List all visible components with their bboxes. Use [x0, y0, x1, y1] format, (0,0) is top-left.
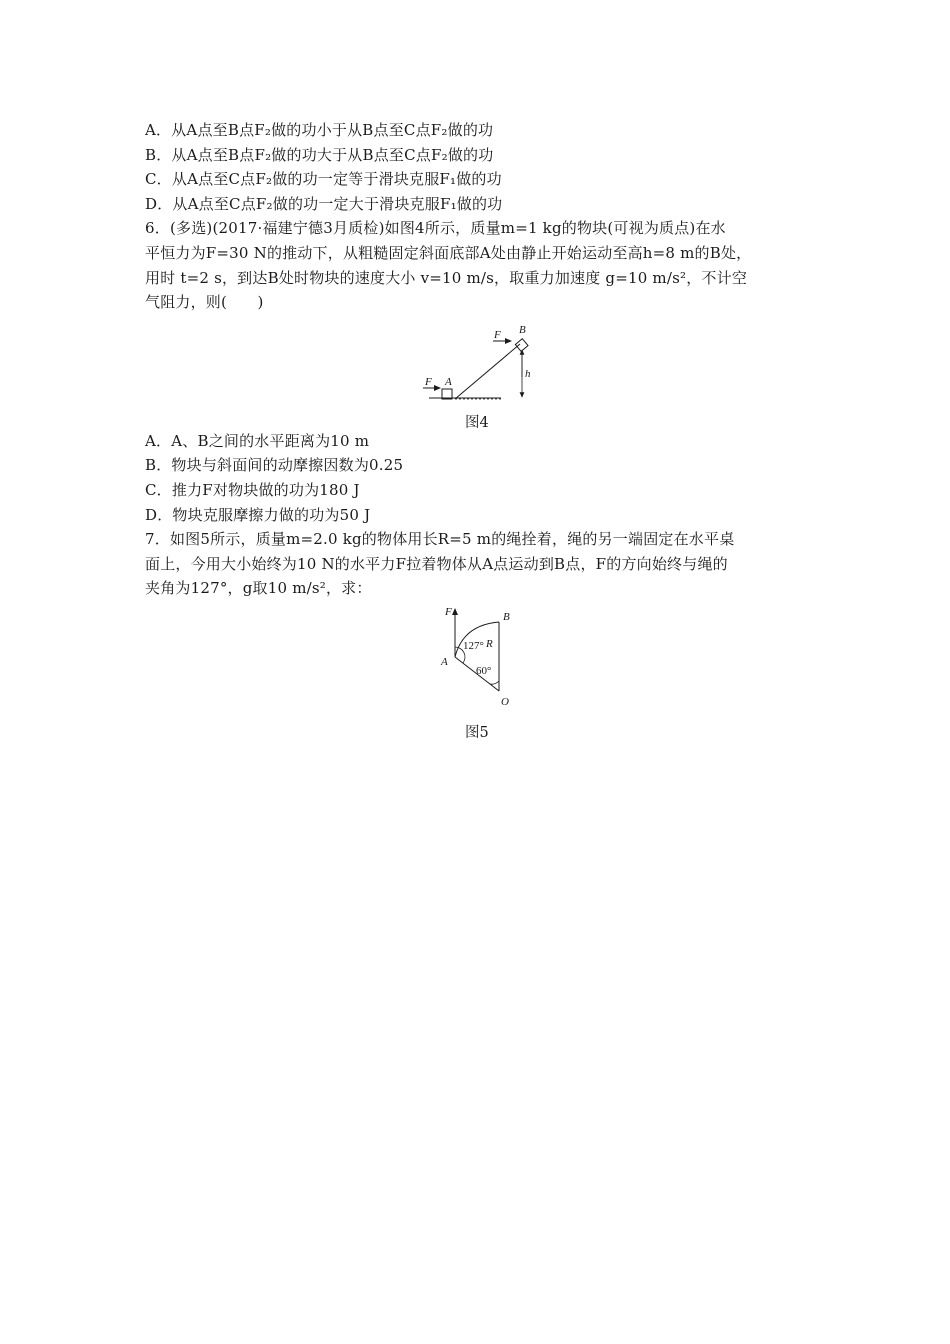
q7-stem-line-1: 7．如图5所示，质量m=2.0 kg的物体用长R=5 m的绳拴着，绳的另一端固定在水平桌: [145, 530, 735, 549]
label-o: O: [501, 695, 509, 708]
label-f: F: [445, 606, 452, 618]
q6-stem-line-3: 用时 t=2 s，到达B处时物块的速度大小 v=10 m/s，取重力加速度 g=10 m/s²，不计空: [145, 268, 748, 287]
label-h: h: [525, 367, 531, 380]
figure-4: [145, 317, 815, 429]
q6-option-c: C．推力F对物块做的功为180 J: [145, 480, 360, 499]
q7-stem-line-3: 夹角为127°，g取10 m/s²，求：: [145, 579, 372, 598]
figure-5-caption: 图5: [465, 724, 489, 741]
q6-option-d: D．物块克服摩擦力做的功为50 J: [145, 505, 371, 524]
label-angle-60: 60°: [476, 664, 492, 677]
incline-line: [455, 344, 520, 399]
q7-stem-line-2: 面上，今用大小始终为10 N的水平力F拉着物体从A点运动到B点，F的方向始终与绳的: [145, 554, 728, 573]
q6-stem-line-4: 气阻力，则( ): [145, 293, 264, 312]
block-b: [515, 338, 528, 351]
q6-option-b: B．物块与斜面间的动摩擦因数为0.25: [145, 456, 404, 475]
label-a: A: [441, 655, 448, 668]
q6-stem-line-1: 6．(多选)(2017·福建宁德3月质检)如图4所示，质量m=1 kg的物块(可视为质点)在水: [145, 219, 726, 238]
label-r: R: [486, 637, 493, 650]
arc-diagram: [145, 607, 815, 719]
q5-option-d: D．从A点至C点F₂做的功一定大于滑块克服F₁做的功: [145, 194, 503, 213]
document-page: [145, 118, 815, 747]
q6-stem-line-2: 平恒力为F=30 N的推动下，从粗糙固定斜面底部A处由静止开始运动至高h=8 m的B处，: [145, 243, 752, 262]
q5-option-c: C．从A点至C点F₂做的功一定等于滑块克服F₁做的功: [145, 170, 502, 189]
label-b: B: [519, 323, 526, 336]
incline-diagram: [145, 317, 815, 409]
q5-option-a: A．从A点至B点F₂做的功小于从B点至C点F₂做的功: [145, 121, 494, 139]
q5-option-b: B．从A点至B点F₂做的功大于从B点至C点F₂做的功: [145, 145, 494, 164]
label-f-bottom: F: [425, 375, 432, 388]
angle-60-arc: [490, 681, 499, 684]
figure-5: [145, 607, 815, 747]
label-a: A: [445, 375, 452, 388]
label-b: B: [503, 610, 510, 623]
label-angle-127: 127°: [463, 639, 484, 652]
q6-option-a: A．A、B之间的水平距离为10 m: [145, 431, 370, 450]
label-f-top: F: [494, 328, 501, 341]
figure-4-caption: 图4: [465, 414, 489, 431]
